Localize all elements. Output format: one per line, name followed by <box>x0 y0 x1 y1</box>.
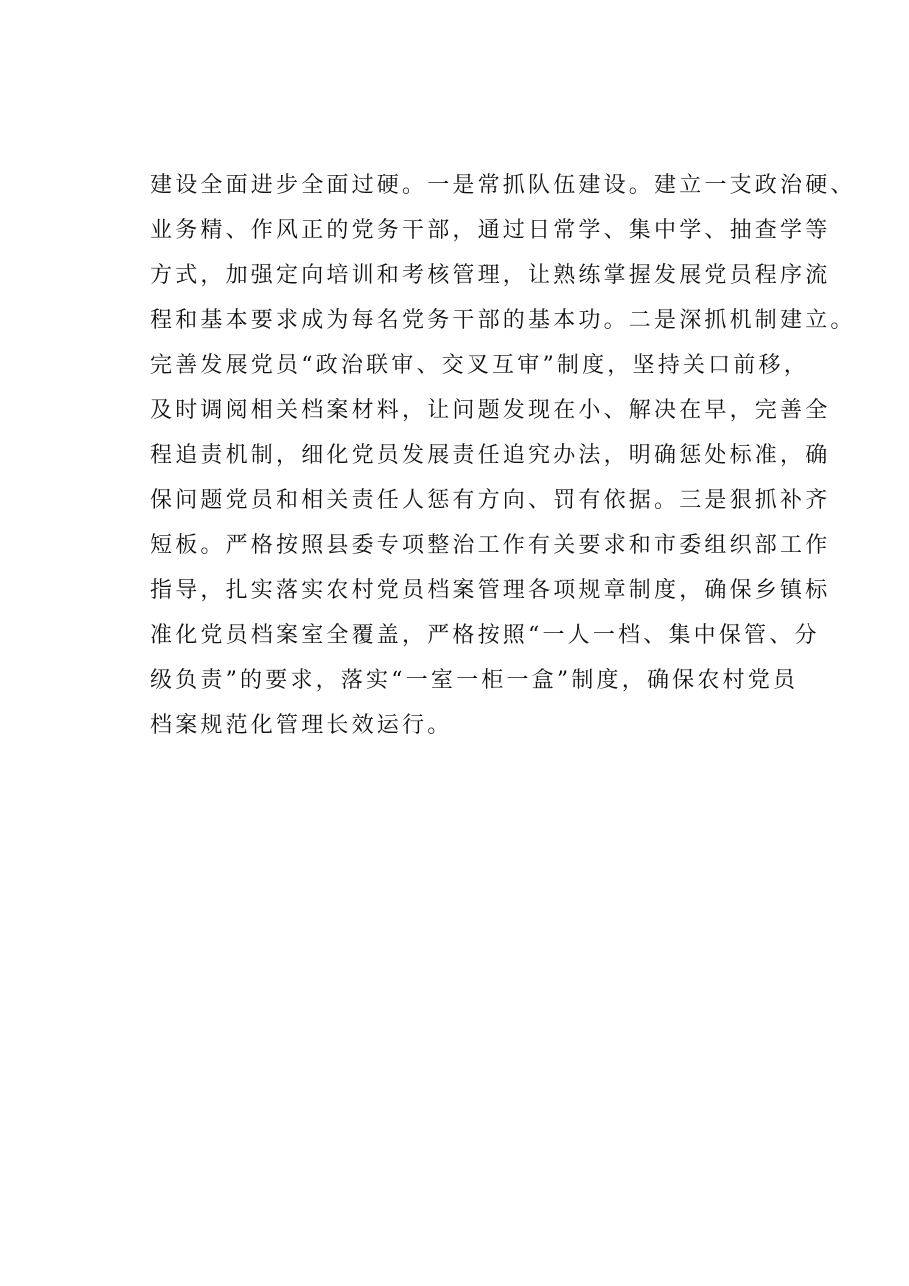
body-paragraph <box>150 163 856 748</box>
text-line: 指导，扎实落实农村党员档案管理各项规章制度，确保乡镇标 <box>150 578 831 603</box>
text-line: 级负责”的要求，落实“一室一柜一盒”制度，确保农村党员 <box>150 668 799 693</box>
text-line: 档案规范化管理长效运行。 <box>150 713 453 738</box>
text-line: 方式，加强定向培训和考核管理，让熟练掌握发展党员程序流 <box>150 263 831 288</box>
text-line: 建设全面进步全面过硬。一是常抓队伍建设。建立一支政治硬、 <box>150 173 856 198</box>
text-line: 保问题党员和相关责任人惩有方向、罚有依据。三是狠抓补齐 <box>150 488 831 513</box>
text-line: 业务精、作风正的党务干部，通过日常学、集中学、抽查学等 <box>150 218 831 243</box>
text-line: 程和基本要求成为每名党务干部的基本功。二是深抓机制建立。 <box>150 308 856 333</box>
text-line: 完善发展党员“政治联审、交叉互审”制度，坚持关口前移， <box>150 353 809 378</box>
text-line: 及时调阅相关档案材料，让问题发现在小、解决在早，完善全 <box>150 398 831 423</box>
text-line: 程追责机制，细化党员发展责任追究办法，明确惩处标准，确 <box>150 443 831 468</box>
text-line: 准化党员档案室全覆盖，严格按照“一人一档、集中保管、分 <box>150 623 820 648</box>
text-line: 短板。严格按照县委专项整治工作有关要求和市委组织部工作 <box>150 533 831 558</box>
